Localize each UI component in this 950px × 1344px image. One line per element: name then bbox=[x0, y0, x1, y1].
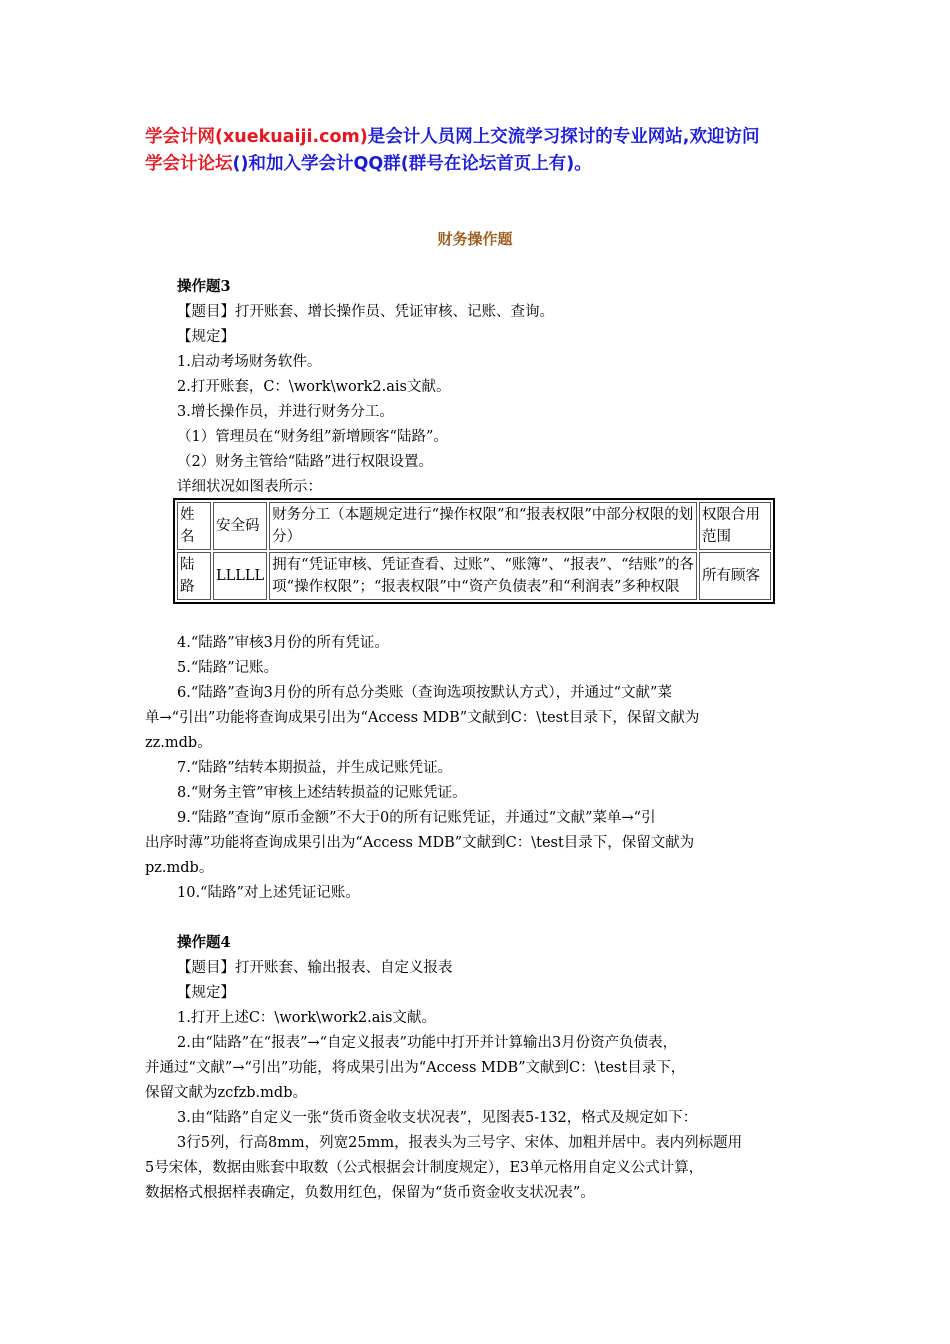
banner-description: 是会计人员网上交流学习探讨的专业网站,欢迎访问 bbox=[367, 127, 760, 147]
q3-step-10: 10.“陆路”对上述凭证记账。 bbox=[177, 885, 360, 901]
table-row bbox=[177, 552, 771, 600]
q4-step-1: 1.打开上述C：\work\work2.ais文献。 bbox=[177, 1010, 436, 1026]
q3-step-9-line-1: 9.“陆路”查询“原币金额”不大于0的所有记账凭证，并通过“文献”菜单→“引 bbox=[177, 810, 656, 826]
q3-heading: 操作题3 bbox=[177, 278, 231, 295]
q4-heading: 操作题4 bbox=[177, 934, 231, 951]
q4-step-2-line-2: 并通过“文献”→“引出”功能，将成果引出为“Access MDB”文献到C：\test目录下， bbox=[145, 1060, 686, 1076]
permission-table bbox=[173, 498, 775, 604]
banner-qq-group: ()和加入学会计QQ群(群号在论坛首页上有)。 bbox=[232, 154, 592, 174]
header-password: 安全码 bbox=[213, 502, 267, 550]
q4-step-3-line-3: 数据格式根据样表确定，负数用红色，保留为“货币资金收支状况表”。 bbox=[145, 1185, 595, 1201]
q3-step-7: 7.“陆路”结转本期损益，并生成记账凭证。 bbox=[177, 760, 453, 776]
q4-step-3-line-2: 5号宋体，数据由账套中取数（公式根据会计制度规定），E3单元格用自定义公式计算， bbox=[145, 1160, 704, 1176]
q3-step-9-line-2: 出序时薄”功能将查询成果引出为“Access MDB”文献到C：\test目录下，保留文献为 bbox=[145, 835, 695, 851]
cell-duty: 拥有“凭证审核、凭证查看、过账”、“账簿”、“报表”、“结账”的各项“操作权限”；“报表权限”中“资产负债表”和“利润表”多种权限 bbox=[269, 552, 697, 600]
q4-step-2-line-1: 2.由“陆路”在“报表”→“自定义报表”功能中打开并计算输出3月份资产负债表， bbox=[177, 1035, 678, 1051]
header-name: 姓名 bbox=[177, 502, 211, 550]
q3-step-6-line-1: 6.“陆路”查询3月份的所有总分类账（查询选项按默认方式），并通过“文献”菜 bbox=[177, 685, 672, 701]
q3-detail-note: 详细状况如图表所示： bbox=[177, 479, 322, 495]
cell-scope: 所有顾客 bbox=[699, 552, 771, 600]
cell-name: 陆路 bbox=[177, 552, 211, 600]
q3-step-2: 2.打开账套，C：\work\work2.ais文献。 bbox=[177, 379, 451, 395]
q3-step-6-line-2: 单→“引出”功能将查询成果引出为“Access MDB”文献到C：\test目录下，保留文献为 bbox=[145, 710, 700, 726]
page-title: 财务操作题 bbox=[437, 230, 513, 248]
q3-topic: 【题目】打开账套、增长操作员、凭证审核、记账、查询。 bbox=[177, 304, 554, 320]
q3-step-3b: （2）财务主管给“陆路”进行权限设置。 bbox=[177, 454, 434, 470]
q4-requirements-label: 【规定】 bbox=[177, 985, 235, 1001]
banner-forum-link[interactable]: 学会计论坛 bbox=[145, 154, 233, 174]
q3-step-3: 3.增长操作员，并进行财务分工。 bbox=[177, 404, 394, 420]
table-header-row bbox=[177, 502, 771, 550]
q4-step-3: 3.由“陆路”自定义一张“货币资金收支状况表”，见图表5-132，格式及规定如下： bbox=[177, 1110, 698, 1126]
q4-step-3-line-1: 3行5列，行高8mm，列宽25mm，报表头为三号字、宋体、加粗并居中。表内列标题用 bbox=[177, 1135, 743, 1151]
q3-step-5: 5.“陆路”记账。 bbox=[177, 660, 279, 676]
q3-step-1: 1.启动考场财务软件。 bbox=[177, 354, 322, 370]
header-scope: 权限合用范围 bbox=[699, 502, 771, 550]
q4-step-2-line-3: 保留文献为zcfzb.mdb。 bbox=[145, 1085, 307, 1101]
q3-step-6-line-3: zz.mdb。 bbox=[145, 735, 212, 751]
header-duty: 财务分工（本题规定进行“操作权限”和“报表权限”中部分权限的划分） bbox=[269, 502, 697, 550]
cell-password: LLLLL bbox=[213, 552, 267, 600]
q3-step-9-line-3: pz.mdb。 bbox=[145, 860, 214, 876]
q3-requirements-label: 【规定】 bbox=[177, 329, 235, 345]
banner-site-name[interactable]: 学会计网(xuekuaiji.com) bbox=[145, 127, 368, 147]
q3-step-8: 8.“财务主管”审核上述结转损益的记账凭证。 bbox=[177, 785, 467, 801]
q3-step-4: 4.“陆路”审核3月份的所有凭证。 bbox=[177, 635, 389, 651]
q4-topic: 【题目】打开账套、输出报表、自定义报表 bbox=[177, 960, 453, 976]
q3-step-3a: （1）管理员在“财务组”新增顾客“陆路”。 bbox=[177, 429, 448, 445]
site-banner bbox=[145, 124, 825, 178]
